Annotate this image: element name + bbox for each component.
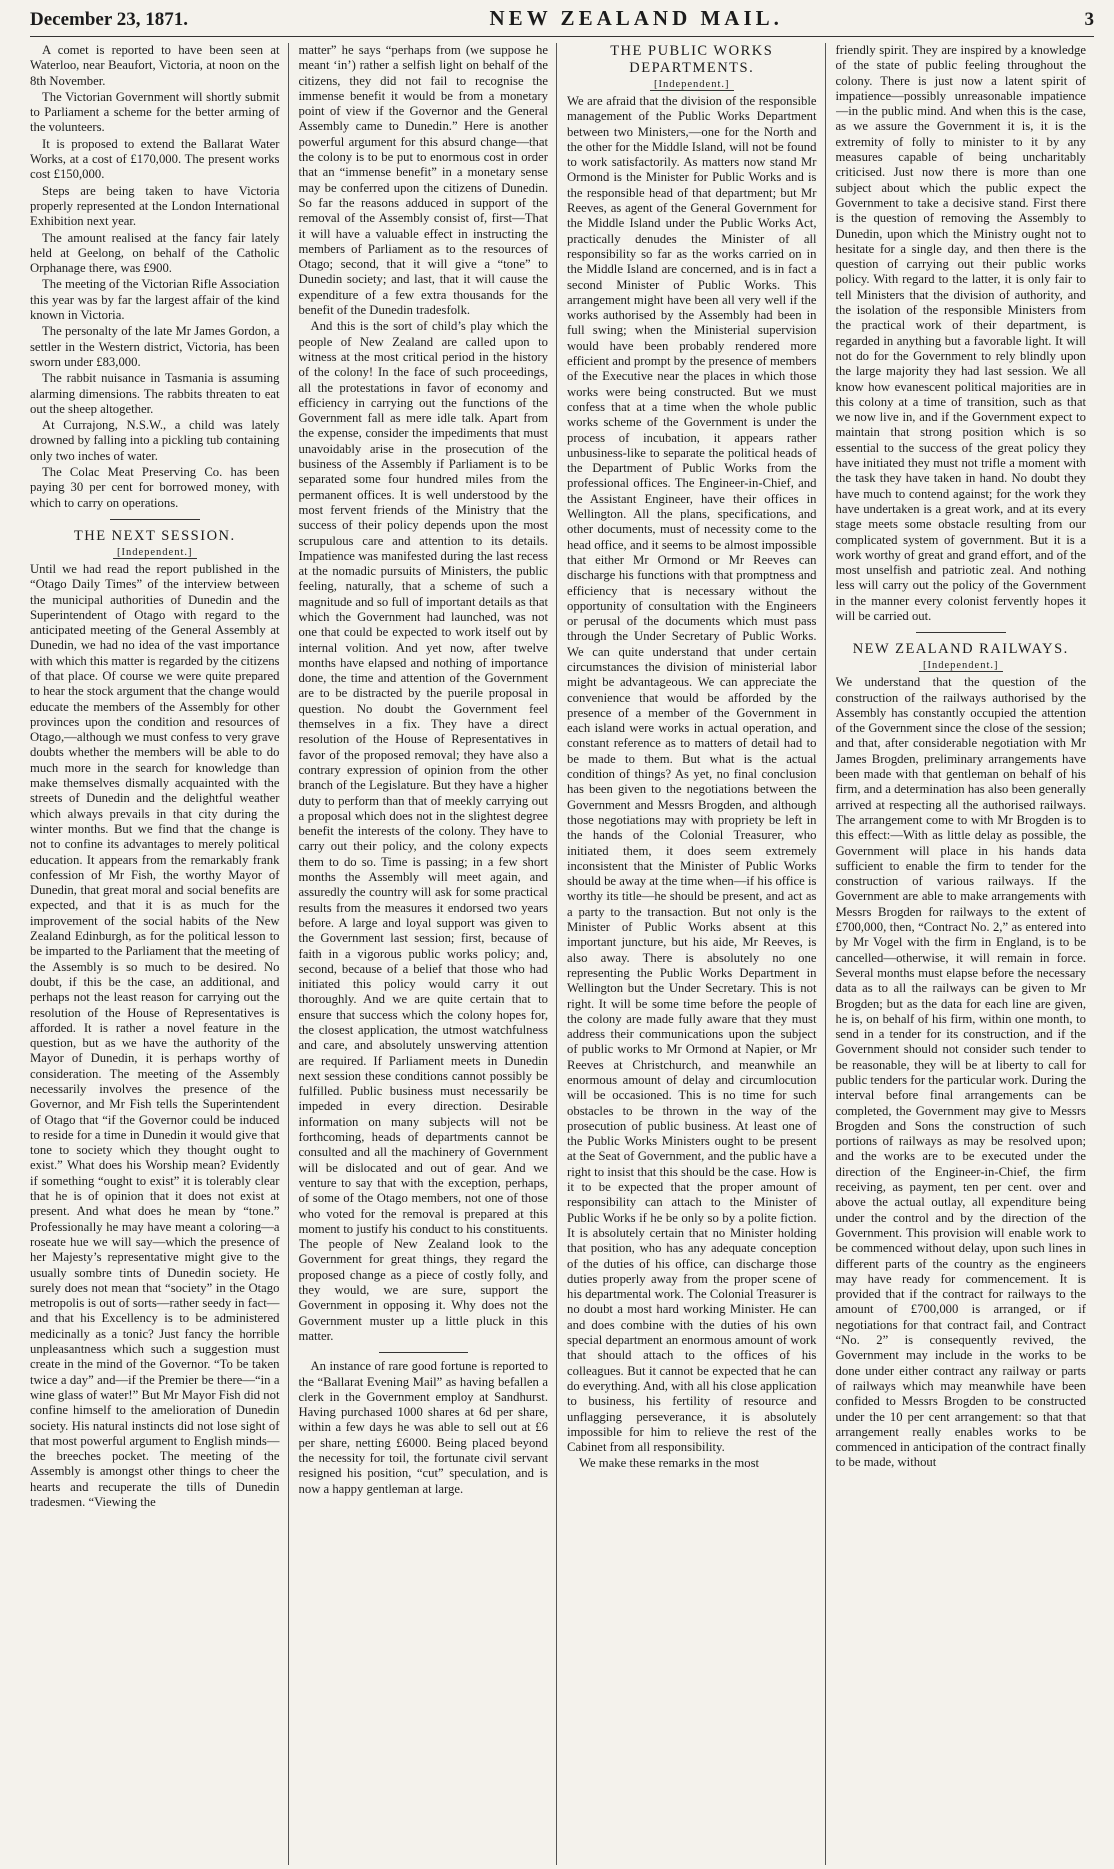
article-body: And this is the sort of child’s play which the people of New Zealand are called upon to witness at the most critical period in the history of the colony! In the face of such proceedings, all the protestations in favor of economy and efficiency in carrying out the functions of the Government fall as mere idle talk. Apart from the expense, consider the impediments that must unavoidably arise in the prosecution of the business of the Assembly if Parliament is to be separated some four hundred miles from the permanent offices. It is well understood by the most fervent friends of the Ministry that the success of their policy depends upon the most scrupulous care and attention to its details. Impatience was manifested during the last recess at the nomadic pursuits of Ministers, the public feeling, naturally, that a scheme of such a magnitude and so full of important details as that which the Government had launched, was not one that could be expected to work itself out by internal volition. And yet now, after twelve months have elapsed and nothing of importance done, the time and attention of the Government are to be distracted by the puerile proposal in question. No doubt the Government feel themselves in a fix. They have a direct resolution of the House of Representatives in favor of the proposed removal; they have also a contrary expression of opinion from the other branch of the Legislature. But they have a higher duty to perform than that of meekly carrying out a proposal which does not in the slightest degree benefit the interests of the colony. They have to carry out their policy, and the colony expects them to do so. Time is passing; in a few short months the Assembly will meet again, and assuredly the country will ask for some practical results from the measures it endorsed two years before. A large and loyal support was given to the Government last session; first, because of faith in a vigorous public works policy; and, second, because of a belief that those who had initiated this policy would carry it out thoroughly. And we are quite certain that to ensure that success which the colony hopes for, the closest application, the utmost watchfulness and care, and absolutely unswerving attention are required. If Parliament meets in Dunedin next session these conditions cannot possibly be fulfilled. Public business must necessarily be impeded in every direction. Desirable information on many subjects will not be forthcoming, heads of departments cannot be consulted and all the machinery of Government will be dislocated and out of gear. And we venture to say that with the exception, perhaps, of some of the Otago members, not one of those who voted for the removal is prepared at this moment to justify his conduct to his constituents. The people of New Zealand look to the Government for great things, they regard the proposed change as a piece of costly folly, and they would, we are sure, support the Government in opposing it. Why does not the Government muster up a little pluck in this matter.: [298, 319, 549, 1343]
column-1: [30, 43, 289, 1865]
columns: [30, 43, 1094, 1865]
news-brief: Steps are being taken to have Victoria properly represented at the London International Exhibition next year.: [30, 183, 280, 229]
news-brief: The Victorian Government will shortly submit to Parliament a scheme for the better arming of the volunteers.: [30, 89, 280, 135]
article-body: We make these remarks in the most: [579, 1456, 760, 1471]
column-4: [836, 43, 1095, 1865]
masthead: [30, 6, 1094, 37]
news-brief: An instance of rare good fortune is reported to the “Ballarat Evening Mail” as having befallen a clerk in the Government employ at Sandhurst. Having purchased 1000 shares at 6d per share, within a few days he was able to sell out at £6 per share, netting £6000. Being placed beyond the necessity for toil, the fortunate civil servant resigned his position, “cut” speculation, and is now a happy gentleman at large.: [298, 1359, 548, 1496]
news-brief: The rabbit nuisance in Tasmania is assuming alarming dimensions. The rabbits threaten to eat out the sheep altogether.: [30, 371, 280, 416]
article-body: friendly spirit. They are inspired by a knowledge of the state of public feeling throughout the colony. There is just now a latent spirit of impatience—possibly unreasonable impatience—in the public mind. And when this is the case, as we assure the Government it is, it is the extremity of folly to minister to it by any measures capable of being uncharitably criticised. Just now there is more than one subject about which the public expect the Government to take a decisive stand. First there is the question of removing the Assembly to Dunedin, upon which the Ministry ought not to hesitate for a single day, and then there is the question of carrying out their public works policy. With regard to the latter, it is only fair to tell Ministers that the division of authority, and the isolation of the responsible Ministers from the practical work of their department, is regarded in anything but a favorable light. It will not do for the Government to rely blindly upon the large majority they had last session. We all know how evanescent political majorities are in this colony at a time of transition, such as that we now live in, and if the Government expect to maintain that strong position which is so essential to the success of the great policy they have initiated they must not trifle a moment with the task they have taken in hand. No doubt they have much to contend against; for the work they have undertaken is a great work, and at its every stage meets some obstacle resulting from our complicated system of government. But it is a work worthy of great and grand effort, and of the most unselfish and patriotic zeal. And nothing less will carry out the policy of the Government in the manner every colonist fervently hopes it will be carried out.: [835, 43, 1086, 623]
news-brief: At Currajong, N.S.W., a child was lately drowned by falling into a pickling tub containing only two inches of water.: [30, 418, 280, 463]
column-2: [299, 43, 558, 1865]
section-title-next-session: THE NEXT SESSION.: [73, 527, 236, 544]
article-body: We are afraid that the division of the responsible management of the Public Works Department between two Ministers,—one for the North and the other for the Middle Island, will not be found to work satisfactorily. As matters now stand Mr Ormond is the Minister for Public Works and is the responsible head of that department; but Mr Reeves, as agent of the General Government for the Middle Island under the Public Works Act, practically denudes the Minister of all responsibility so far as the works carried on in the Middle Island are concerned, and is in fact a second Minister of Public Works. This arrangement might have been all very well if the works authorised by the Assembly had been in full swing; when the Ministerial supervision would have been probably rendered more efficient and prompt by the presence of members of the Executive near the places in which those works were being constructed. But we must confess that at a time when the whole public works scheme of the Government is under the process of incubation, it appears rather unbusiness-like to separate the political heads of the Department of Public Works from the professional offices. The Engineer-in-Chief, and the Assistant Engineer, have their offices in Wellington. All the plans, specifications, and other documents, must of necessity come to the head office, and it seems to be almost impossible that either Mr Ormond or Mr Reeves can discharge his functions with that promptness and efficiency that is necessary without the opportunity of consultation with the Engineers or perusal of the documents which must pass through the Under Secretary of Public Works. We can quite understand that under certain circumstances the division of ministerial labor might be advantageous. We can appreciate the convenience that would be afforded by the presence of a member of the Government in each island were works in actual operation, and constant reference as to matters of detail had to be made to them. But what is the actual condition of things? As yet, no final conclusion has been given to the negotiations between the Government and Messrs Brogden, and although those negotiations may with propriety be left in the hands of the Colonial Treasurer, who initiated them, it does seem extremely inconsistent that the Minister of Public Works should be away at the time when—if his office is worthy its title—he should be present, and act as a party to the transaction. But not only is the Minister of Public Works absent at this important juncture, but his aide, Mr Reeves, is also away. There is absolutely no one representing the Public Works Department in Wellington but the Under Secretary. This is not right. It will be some time before the people of the colony are made fully aware that they must address their communications upon the subject of public works to Mr Ormond at Napier, or Mr Reeves at Christchurch, and meanwhile an enormous amount of delay and circumlocution will be occasioned. This is no time for such obstacles to be thrown in the way of the prosecution of public business. At least one of the Public Works Ministers ought to be present at the Seat of Government, and the public have a right to insist that this should be the case. How is it to be expected that the proper amount of responsibility can attach to the Minister of Public Works if he be only so by a polite fiction. It is absolutely certain that no Minister holding that position, who has any adequate conception of the duties of his office, can discharge those duties properly away from the proper scene of his departmental work. The Colonial Treasurer is no doubt a most hard working Minister. He can and does combine with the duties of his own special department an enormous amount of work that should attach to the offices of his colleagues. But it cannot be expected that he can do everything. And, with all his close application to business, his fertility of resource and unflagging perseverance, it is absolutely impossible for him to relieve the rest of the Cabinet from all responsibility.: [567, 94, 817, 1455]
divider: [110, 519, 200, 520]
article-body: matter” he says “perhaps from (we suppose he meant ‘in’) rather a selfish light on behalf of the citizens, they did not fail to recognise the immense benefit it would be from a monetary point of view if the Governor and the General Assembly came to Dunedin.” Here is another powerful argument for this absurd change—that the colony is to be put to enormous cost in order that an “immense benefit” in a monetary sense may be conferred upon the citizens of Dunedin. So far the reasons adduced in support of the removal of the Assembly consist of, first—That it will have a valuable effect in instructing the members of Parliament as to the resources of Otago; second, that it will give a “tone” to Dunedin society; and last, that it will cause the expenditure of a few extra thousands for the benefit of the Dunedin tradesfolk.: [298, 43, 548, 318]
source-label: [30, 547, 280, 558]
source-text: [Independent.]: [113, 547, 197, 559]
source-text: [Independent.]: [650, 79, 734, 91]
news-brief: The personalty of the late Mr James Gordon, a settler in the Western district, Victoria, has been sworn under £83,000.: [30, 324, 280, 369]
page-number: 3: [1084, 9, 1094, 30]
column-3: [567, 43, 826, 1865]
issue-date: December 23, 1871.: [30, 9, 188, 30]
newspaper-title: NEW ZEALAND MAIL.: [489, 6, 783, 30]
divider: [916, 632, 1007, 633]
section-title-public-works: THE PUBLIC WORKS DEPARTMENTS.: [610, 43, 774, 76]
news-brief: The amount realised at the fancy fair lately held at Geelong, on behalf of the Catholic Orphanage there, was £900.: [30, 230, 280, 276]
news-brief: It is proposed to extend the Ballarat Water Works, at a cost of £170,000. The present works cost £150,000.: [30, 136, 280, 182]
source-label: [836, 660, 1087, 671]
divider: [379, 1352, 469, 1353]
source-label: [567, 79, 817, 90]
article-body: Until we had read the report published in the “Otago Daily Times” of the interview between the municipal authorities of Dunedin and the Superintendent of Otago with regard to the anticipated meeting of the General Assembly at Dunedin, we had no idea of the vast importance with which this matter is regarded by the citizens of that place. Of course we were quite prepared to hear the stock argument that the change would educate the members of the Assembly for other provinces upon the condition and resources of Otago,—although we must confess to very grave doubts whether the members will be able to do much more in the search for knowledge than make themselves dismally acquainted with the streets of Dunedin and the delightful weather which always prevails in that city during the winter months. But we find that the change is not to confine its advantages to merely political education. It appears from the remarkably frank confession of Mr Fish, the worthy Mayor of Dunedin, that great moral and social benefits are expected, and that it is as much for the improvement of the social habits of the New Zealand Edinburgh, as for the political lesson to be imparted to the Parliament that the meeting of the Assembly is so much to be desired. No doubt, if this be the case, an additional, and perhaps not the least reason for carrying out the resolution of the House of Representatives is afforded. It is rather a novel feature in the question, but as we have the authority of the Mayor of Dunedin, it is perhaps worthy of consideration. The meeting of the Assembly necessarily involves the presence of the Governor, and Mr Fish tells the Superintendent of Otago that “if the Governor could be induced to reside for a time in Dunedin it would give that tone to society which they thought ought to exist.” What does his Worship mean? Evidently if something “ought to exist” it is tolerably clear that he is of opinion that it does not exist at present. And what does he mean by “tone.” Professionally he may have meant a coloring—a roseate hue we will say—which the presence of her Majesty’s representative might give to the usually sombre tints of Dunedin society. He surely does not mean that “society” in the Otago metropolis is out of sorts—rather seedy in fact—and that his Excellency is to be administered medicinally as a tonic? Just fancy the horrible unpleasantness which such a suggestion must create in the mind of the Governor. “To be taken twice a day” and—if the Premier be there—“in a wine glass of water!” But Mr Mayor Fish did not confine himself to the amelioration of Dunedin society. His natural instincts did not lose sight of that most powerful argument to English minds—the breeches pocket. The meeting of the Assembly is amongst other things to cheer the hearts and recuperate the tills of Dunedin tradesmen. “Viewing the: [30, 561, 280, 1510]
section-title-railways: NEW ZEALAND RAILWAYS.: [852, 641, 1069, 658]
source-text: [Independent.]: [919, 660, 1003, 672]
article-body: We understand that the question of the construction of the railways authorised by the Assembly has constantly occupied the attention of the Government since the close of the session; and that, after considerable negotiation with Mr James Brogden, preliminary arrangements have been made with that gentleman on behalf of his firm, and a determination has also been generally arrived at respecting all the authorised railways. The arrangement come to with Mr Brogden is to this effect:—With as little delay as possible, the Government will place in his hands data sufficient to enable the firm to tender for the construction of various railways. If the Government are able to make arrangements with Messrs Brogden for railways to the extent of £700,000, then, “Contract No. 2,” as entered into by Mr Vogel with the firm in England, is to be cancelled—otherwise, it will remain in force. Several months must elapse before the necessary data as to all the railways can be given to Mr Brogden; but as the data for each line are given, he is, on behalf of his firm, within one month, to send in a tender for its construction, and if the Government should not consider such tender to be reasonable, they will be at liberty to call for public tenders for the particular work. During the interval before final arrangements can be completed, the Government may give to Messrs Brogden and Sons the construction of such portions of railways as may be resolved upon; and the works are to be executed under the direction of the Engineer-in-Chief, the firm receiving, as payment, ten per cent. over and above the actual outlay, all expenditure being under the control and by the direction of the Government. This provision will enable work to be commenced without delay, upon such lines in different parts of the country as the engineers may have ready for commencement. It is provided that if the contract for railways to the amount of £700,000 is arranged, or if negotiations for that contract fail, and Contract “No. 2” is consequently revived, the Government may include in the works to be done under either contract any railway or parts of railways which may meanwhile have been confided to Messrs Brogden to be constructed under the 10 per cent arrangement: so that that arrangement really enables works to be commenced in anticipation of the contract finally to be made, without: [835, 675, 1086, 1470]
news-brief: A comet is reported to have been seen at Waterloo, near Beaufort, Victoria, at noon on the 8th November.: [30, 43, 280, 88]
news-brief: The meeting of the Victorian Rifle Association this year was by far the largest affair of the kind known in Victoria.: [30, 277, 280, 323]
news-brief: The Colac Meat Preserving Co. has been paying 30 per cent for borrowed money, with which to carry on operations.: [30, 465, 280, 510]
